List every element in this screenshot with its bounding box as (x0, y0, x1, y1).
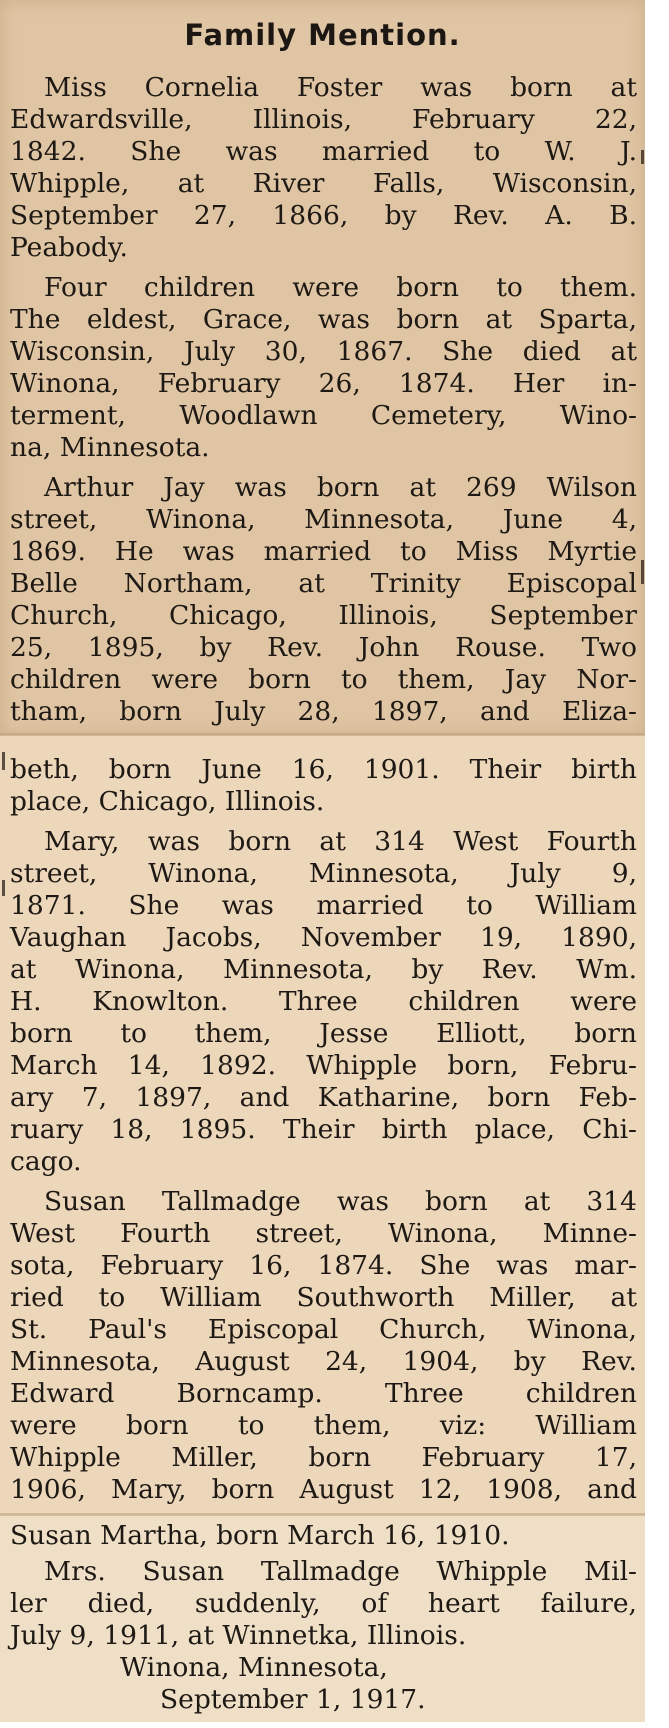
text-line: Susan Martha, born March 16, 1910. (10, 1520, 510, 1551)
text-line: 1871. She was married to William (10, 890, 637, 921)
edge-mark (641, 560, 644, 584)
text-line: ruary 18, 1895. Their birth place, Chi- (10, 1114, 637, 1145)
text-line: Whipple, at River Falls, Wisconsin, (10, 168, 637, 199)
edge-mark (2, 752, 5, 770)
text-line: Edward Borncamp. Three children (10, 1378, 637, 1409)
text-line: Arthur Jay was born at 269 Wilson (44, 472, 637, 503)
text-line: ried to William Southworth Miller, at (10, 1282, 637, 1313)
edge-mark (2, 880, 5, 896)
text-line: cago. (10, 1146, 82, 1177)
text-line: Edwardsville, Illinois, February 22, (10, 104, 637, 135)
text-line: Wisconsin, July 30, 1867. She died at (10, 336, 637, 367)
text-line: 1906, Mary, born August 12, 1908, and (10, 1474, 637, 1505)
text-line: September 27, 1866, by Rev. A. B. (10, 200, 637, 231)
text-line: Belle Northam, at Trinity Episcopal (10, 568, 637, 599)
text-line: Four children were born to them. (44, 272, 637, 303)
text-line: born to them, Jesse Elliott, born (10, 1018, 637, 1049)
text-line: were born to them, viz: William (10, 1410, 637, 1441)
text-line: July 9, 1911, at Winnetka, Illinois. (10, 1620, 467, 1651)
text-line: Miss Cornelia Foster was born at (44, 72, 637, 103)
text-line: Vaughan Jacobs, November 19, 1890, (10, 922, 637, 953)
text-line: Church, Chicago, Illinois, September (10, 600, 637, 631)
text-line: Winona, February 26, 1874. Her in- (10, 368, 637, 399)
text-line: March 14, 1892. Whipple born, Febru- (10, 1050, 637, 1081)
text-line: terment, Woodlawn Cemetery, Wino- (10, 400, 637, 431)
text-line: 25, 1895, by Rev. John Rouse. Two (10, 632, 637, 663)
text-line: The eldest, Grace, was born at Sparta, (10, 304, 637, 335)
text-line: place, Chicago, Illinois. (10, 786, 325, 817)
text-line: Peabody. (10, 232, 128, 263)
text-line: na, Minnesota. (10, 432, 210, 463)
text-line: street, Winona, Minnesota, July 9, (10, 858, 637, 889)
text-line: beth, born June 16, 1901. Their birth (10, 754, 637, 785)
paste-seam (0, 1513, 645, 1516)
text-line: St. Paul's Episcopal Church, Winona, (10, 1314, 637, 1345)
text-line: at Winona, Minnesota, by Rev. Wm. (10, 954, 637, 985)
text-line: Whipple Miller, born February 17, (10, 1442, 637, 1473)
text-line: Susan Tallmadge was born at 314 (44, 1186, 637, 1217)
text-line: street, Winona, Minnesota, June 4, (10, 504, 637, 535)
text-line: West Fourth street, Winona, Minne- (10, 1218, 637, 1249)
article-title: Family Mention. (184, 18, 461, 52)
dateline-place: Winona, Minnesota, (120, 1652, 388, 1683)
text-line: 1842. She was married to W. J. (10, 136, 637, 167)
text-line: sota, February 16, 1874. She was mar- (10, 1250, 637, 1281)
dateline-date: September 1, 1917. (160, 1684, 426, 1715)
paste-seam (0, 733, 645, 736)
text-line: Minnesota, August 24, 1904, by Rev. (10, 1346, 637, 1377)
text-line: tham, born July 28, 1897, and Eliza- (10, 696, 637, 727)
text-line: Mary, was born at 314 West Fourth (44, 826, 637, 857)
text-line: Mrs. Susan Tallmadge Whipple Mil- (44, 1556, 637, 1587)
text-line: ler died, suddenly, of heart failure, (10, 1588, 637, 1619)
text-line: ary 7, 1897, and Katharine, born Feb- (10, 1082, 637, 1113)
text-line: 1869. He was married to Miss Myrtie (10, 536, 637, 567)
text-line: children were born to them, Jay Nor- (10, 664, 637, 695)
text-line: H. Knowlton. Three children were (10, 986, 637, 1017)
edge-mark (641, 150, 644, 164)
